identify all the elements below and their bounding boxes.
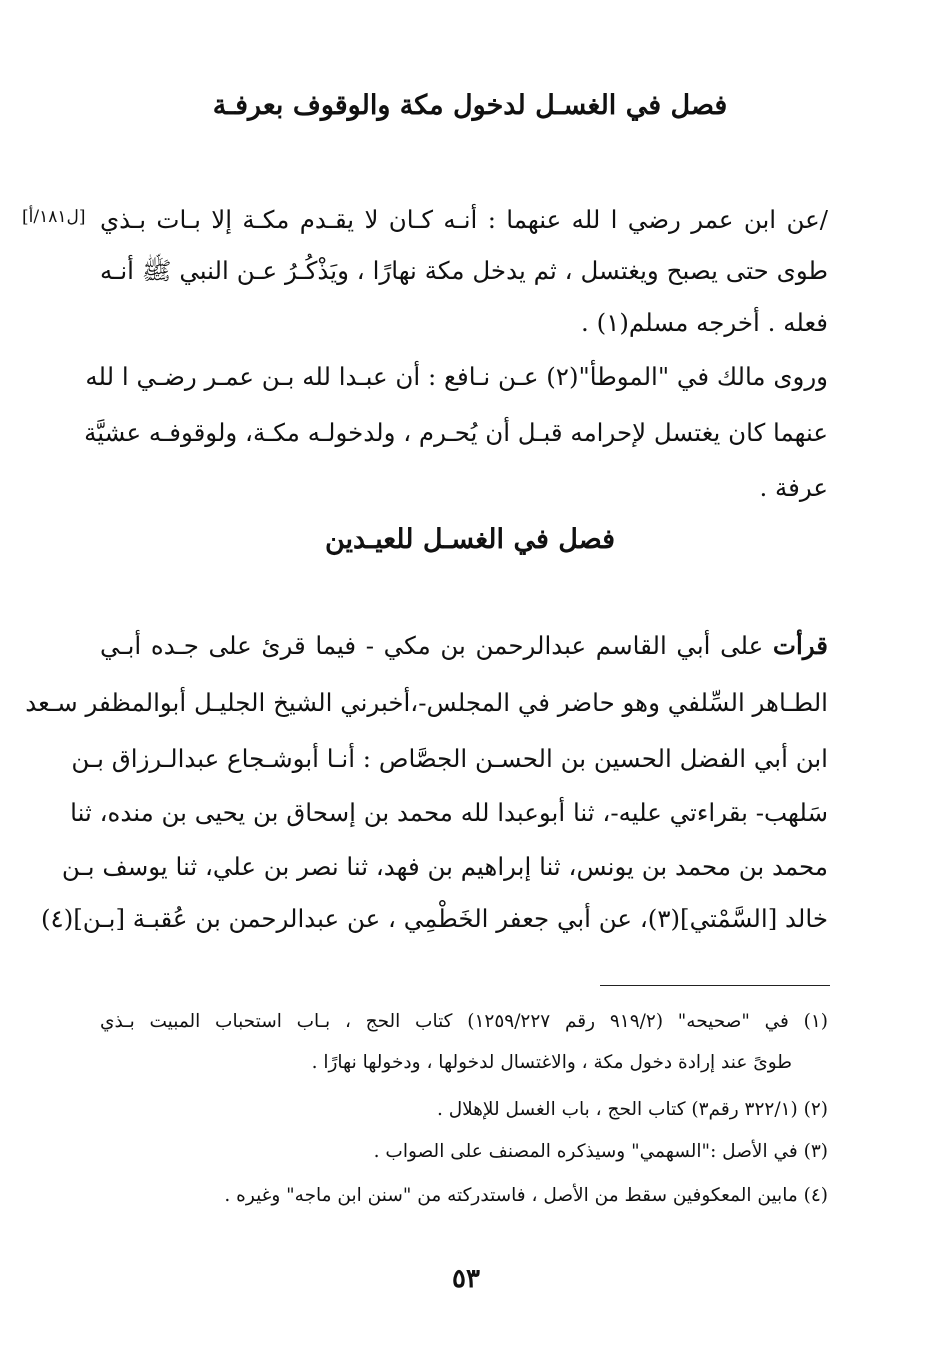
paragraph-3-line-1 [100,626,828,666]
paragraph-3-line-2: الطـاهر السِّلفي وهو حاضر في المجلس-،أخبرني الشيخ الجليـل أبوالمظفر سـعد [25,688,828,717]
page-number: ٥٣ [452,1264,480,1294]
paragraph-2-line-3: عرفة . [759,473,828,502]
paragraph-3-line-5: محمد بن محمد بن يونس، ثنا إبراهيم بن فهد، ثنا نصر بن علي، ثنا يوسف بـن [61,852,828,881]
section-heading-1: فصل في الغسـل لدخول مكة والوقوف بعرفـة [212,90,728,121]
footnote-separator [600,985,830,986]
paragraph-3-line-4: سَلهب- بقراءتي عليه-، ثنا أبوعبدا لله محمد بن إسحاق بن يحيى بن منده، ثنا [70,798,828,827]
paragraph-3-line-1-text: على أبي القاسم عبدالرحمن بن مكي - فيما قرئ على جـده أبـي [100,631,773,660]
footnote-4: (٤) مابين المعكوفين سقط من الأصل ، فاستدركته من "سنن ابن ماجه" وغيره . [224,1185,828,1206]
paragraph-1-line-3: فعله . أخرجه مسلم(١) . [581,308,828,337]
footnote-1-continued: طوىً عند إرادة دخول مكة ، والاغتسال لدخولها ، ودخولها نهارًا . [311,1052,792,1073]
manuscript-folio-note: [ل١٨١/أ] [22,207,86,227]
section-heading-2: فصل في الغسـل للعيـدين [324,524,616,555]
paragraph-2-line-2: عنهما كان يغتسل لإحرامه قبـل أن يُحـرم ، ولدخولـه مكـة، ولوقوفـه عشيَّة [84,418,828,447]
footnote-1: (١) في "صحيحه" (٩١٩/٢ رقم ١٢٥٩/٢٢٧) كتاب الحج ، بـاب استحباب المبيت بـذي [100,1011,828,1032]
paragraph-lead-word: قرأت [772,631,828,660]
paragraph-1-line-1: /عن ابن عمر رضي ا لله عنهما : أنـه كـان لا يقـدم مكـة إلا بـات بـذي [100,205,828,234]
paragraph-3-line-6: خالد [السَّمْتي](٣)، عن أبي جعفر الخَطْمِي ، عن عبدالرحمن بن عُقبـة [بـن](٤) [40,904,828,933]
paragraph-1-line-2: طوى حتى يصبح ويغتسل ، ثم يدخل مكة نهارًا ، ويَذْكُـرُ عـن النبي ﷺ أنـه [100,256,828,285]
paragraph-3-line-3: ابن أبي الفضل الحسين بن الحسـن الجصَّاص : أنـا أبوشـجاع عبدالـرزاق بـن [71,744,828,773]
paragraph-2-line-1: وروى مالك في "الموطأ"(٢) عـن نـافع : أن عبـدا لله بـن عمـر رضـي ا لله [85,362,828,391]
footnote-2: (٢) (٣٢٢/١ رقم٣) كتاب الحج ، باب الغسل للإهلال . [436,1099,828,1120]
footnote-3: (٣) في الأصل :"السهمي" وسيذكره المصنف على الصواب . [373,1141,828,1162]
